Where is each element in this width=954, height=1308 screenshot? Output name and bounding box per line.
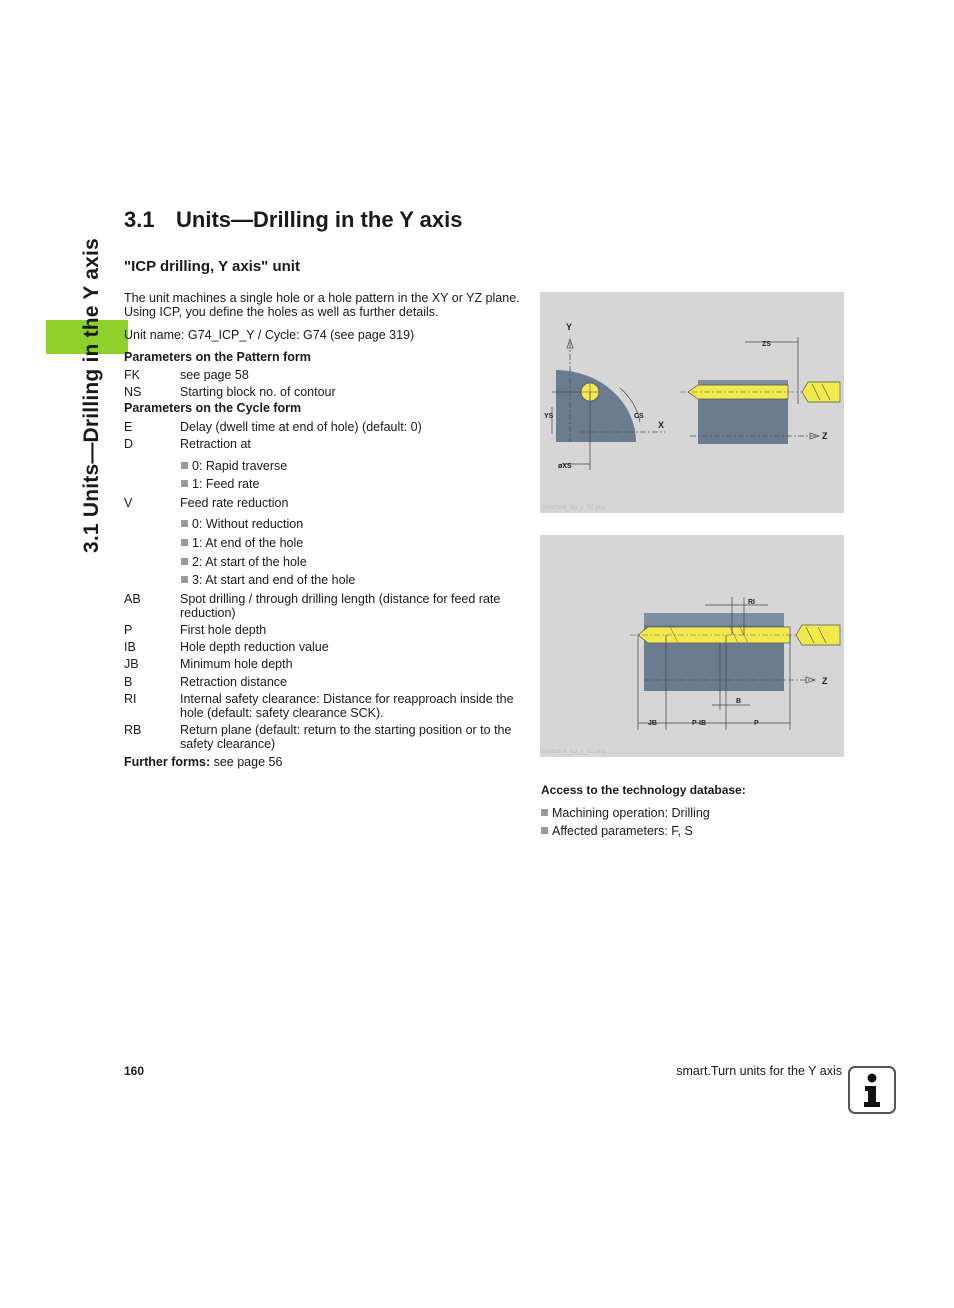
option-item: 3: At start and end of the hole — [181, 573, 355, 587]
param-key: RI — [124, 692, 137, 706]
figure-caption: smartdrill_icp_y_01.png — [542, 505, 606, 511]
option-item: 0: Without reduction — [181, 517, 303, 531]
label-xs: øXS — [558, 463, 572, 470]
label-zs: ZS — [762, 341, 771, 348]
bullet-square-icon — [181, 462, 188, 469]
label-p-ib: P-IB — [692, 720, 706, 727]
tech-db-item: Machining operation: Drilling — [541, 806, 710, 820]
label-ri: RI — [748, 599, 755, 606]
param-key: B — [124, 675, 133, 689]
param-desc: see page 58 — [180, 368, 249, 382]
param-desc: Internal safety clearance: Distance for reapproach inside the hole (default: safety clearance SCK). — [180, 692, 514, 720]
label-cs: CS — [634, 413, 644, 420]
option-item: 1: At end of the hole — [181, 536, 303, 550]
further-forms-ref: see page 56 — [210, 755, 283, 769]
figure-drilling-xy-drawing — [540, 292, 844, 513]
label-x: X — [658, 420, 665, 430]
param-key: IB — [124, 640, 136, 654]
workpiece-face — [556, 370, 636, 442]
cycle-form-heading: Parameters on the Cycle form — [124, 401, 302, 415]
figure-drilling-depths-drawing — [540, 535, 844, 757]
param-desc: Minimum hole depth — [180, 657, 293, 671]
param-key: D — [124, 437, 134, 451]
label-b: B — [736, 698, 742, 705]
page-number: 160 — [124, 1064, 145, 1078]
label-jb: JB — [648, 720, 657, 727]
option-item: 2: At start of the hole — [181, 555, 307, 569]
param-key: V — [124, 496, 133, 510]
param-key: E — [124, 420, 133, 434]
section-number: 3.1 — [124, 207, 155, 232]
further-forms — [124, 755, 524, 769]
bullet-square-icon — [181, 558, 188, 565]
param-desc: Delay (dwell time at end of hole) (default: 0) — [180, 420, 422, 434]
param-key: AB — [124, 592, 141, 606]
param-desc: Retraction distance — [180, 675, 288, 689]
param-desc: Spot drilling / through drilling length (distance for feed rate reduction) — [180, 592, 501, 620]
label-z: Z — [822, 676, 828, 686]
tech-db-heading: Access to the technology database: — [541, 783, 746, 797]
param-desc: First hole depth — [180, 623, 267, 637]
bullet-square-icon — [541, 827, 548, 834]
param-desc: Feed rate reduction — [180, 496, 289, 510]
label-p: P — [754, 720, 759, 727]
unit-name: Unit name: G74_ICP_Y / Cycle: G74 (see page 319) — [124, 328, 415, 342]
param-desc: Retraction at — [180, 437, 251, 451]
param-desc: Starting block no. of contour — [180, 385, 336, 399]
param-key: RB — [124, 723, 142, 737]
bullet-square-icon — [181, 576, 188, 583]
section-heading — [124, 207, 462, 233]
label-z: Z — [822, 431, 828, 441]
figure-drilling-xy — [540, 292, 844, 513]
footer-chapter: smart.Turn units for the Y axis — [676, 1064, 842, 1078]
bullet-square-icon — [181, 480, 188, 487]
bullet-square-icon — [181, 520, 188, 527]
figure-drilling-depths — [540, 535, 844, 757]
section-title: Units—Drilling in the Y axis — [176, 207, 463, 232]
param-desc: Return plane (default: return to the starting position or to the safety clearance) — [180, 723, 512, 751]
pattern-form-heading: Parameters on the Pattern form — [124, 350, 311, 364]
option-item: 0: Rapid traverse — [181, 459, 287, 473]
unit-heading: "ICP drilling, Y axis" unit — [124, 258, 300, 275]
param-key: JB — [124, 657, 139, 671]
bullet-square-icon — [541, 809, 548, 816]
label-ys: YS — [544, 413, 554, 420]
intro-paragraph: The unit machines a single hole or a hole pattern in the XY or YZ plane. Using ICP, you define the holes as well as further details. — [124, 291, 520, 319]
tech-db-item: Affected parameters: F, S — [541, 824, 693, 838]
figure-caption: smartdrill_icp_y_02.png — [542, 749, 606, 755]
further-forms-label: Further forms: — [124, 755, 211, 769]
param-key: NS — [124, 385, 142, 399]
side-tab-title: 3.1 Units—Drilling in the Y axis — [80, 238, 103, 553]
info-glyph-icon — [850, 1068, 894, 1112]
option-item: 1: Feed rate — [181, 477, 259, 491]
label-y: Y — [566, 322, 573, 332]
param-key: P — [124, 623, 133, 637]
param-desc: Hole depth reduction value — [180, 640, 329, 654]
param-key: FK — [124, 368, 140, 382]
bullet-square-icon — [181, 539, 188, 546]
info-icon[interactable] — [848, 1066, 896, 1114]
